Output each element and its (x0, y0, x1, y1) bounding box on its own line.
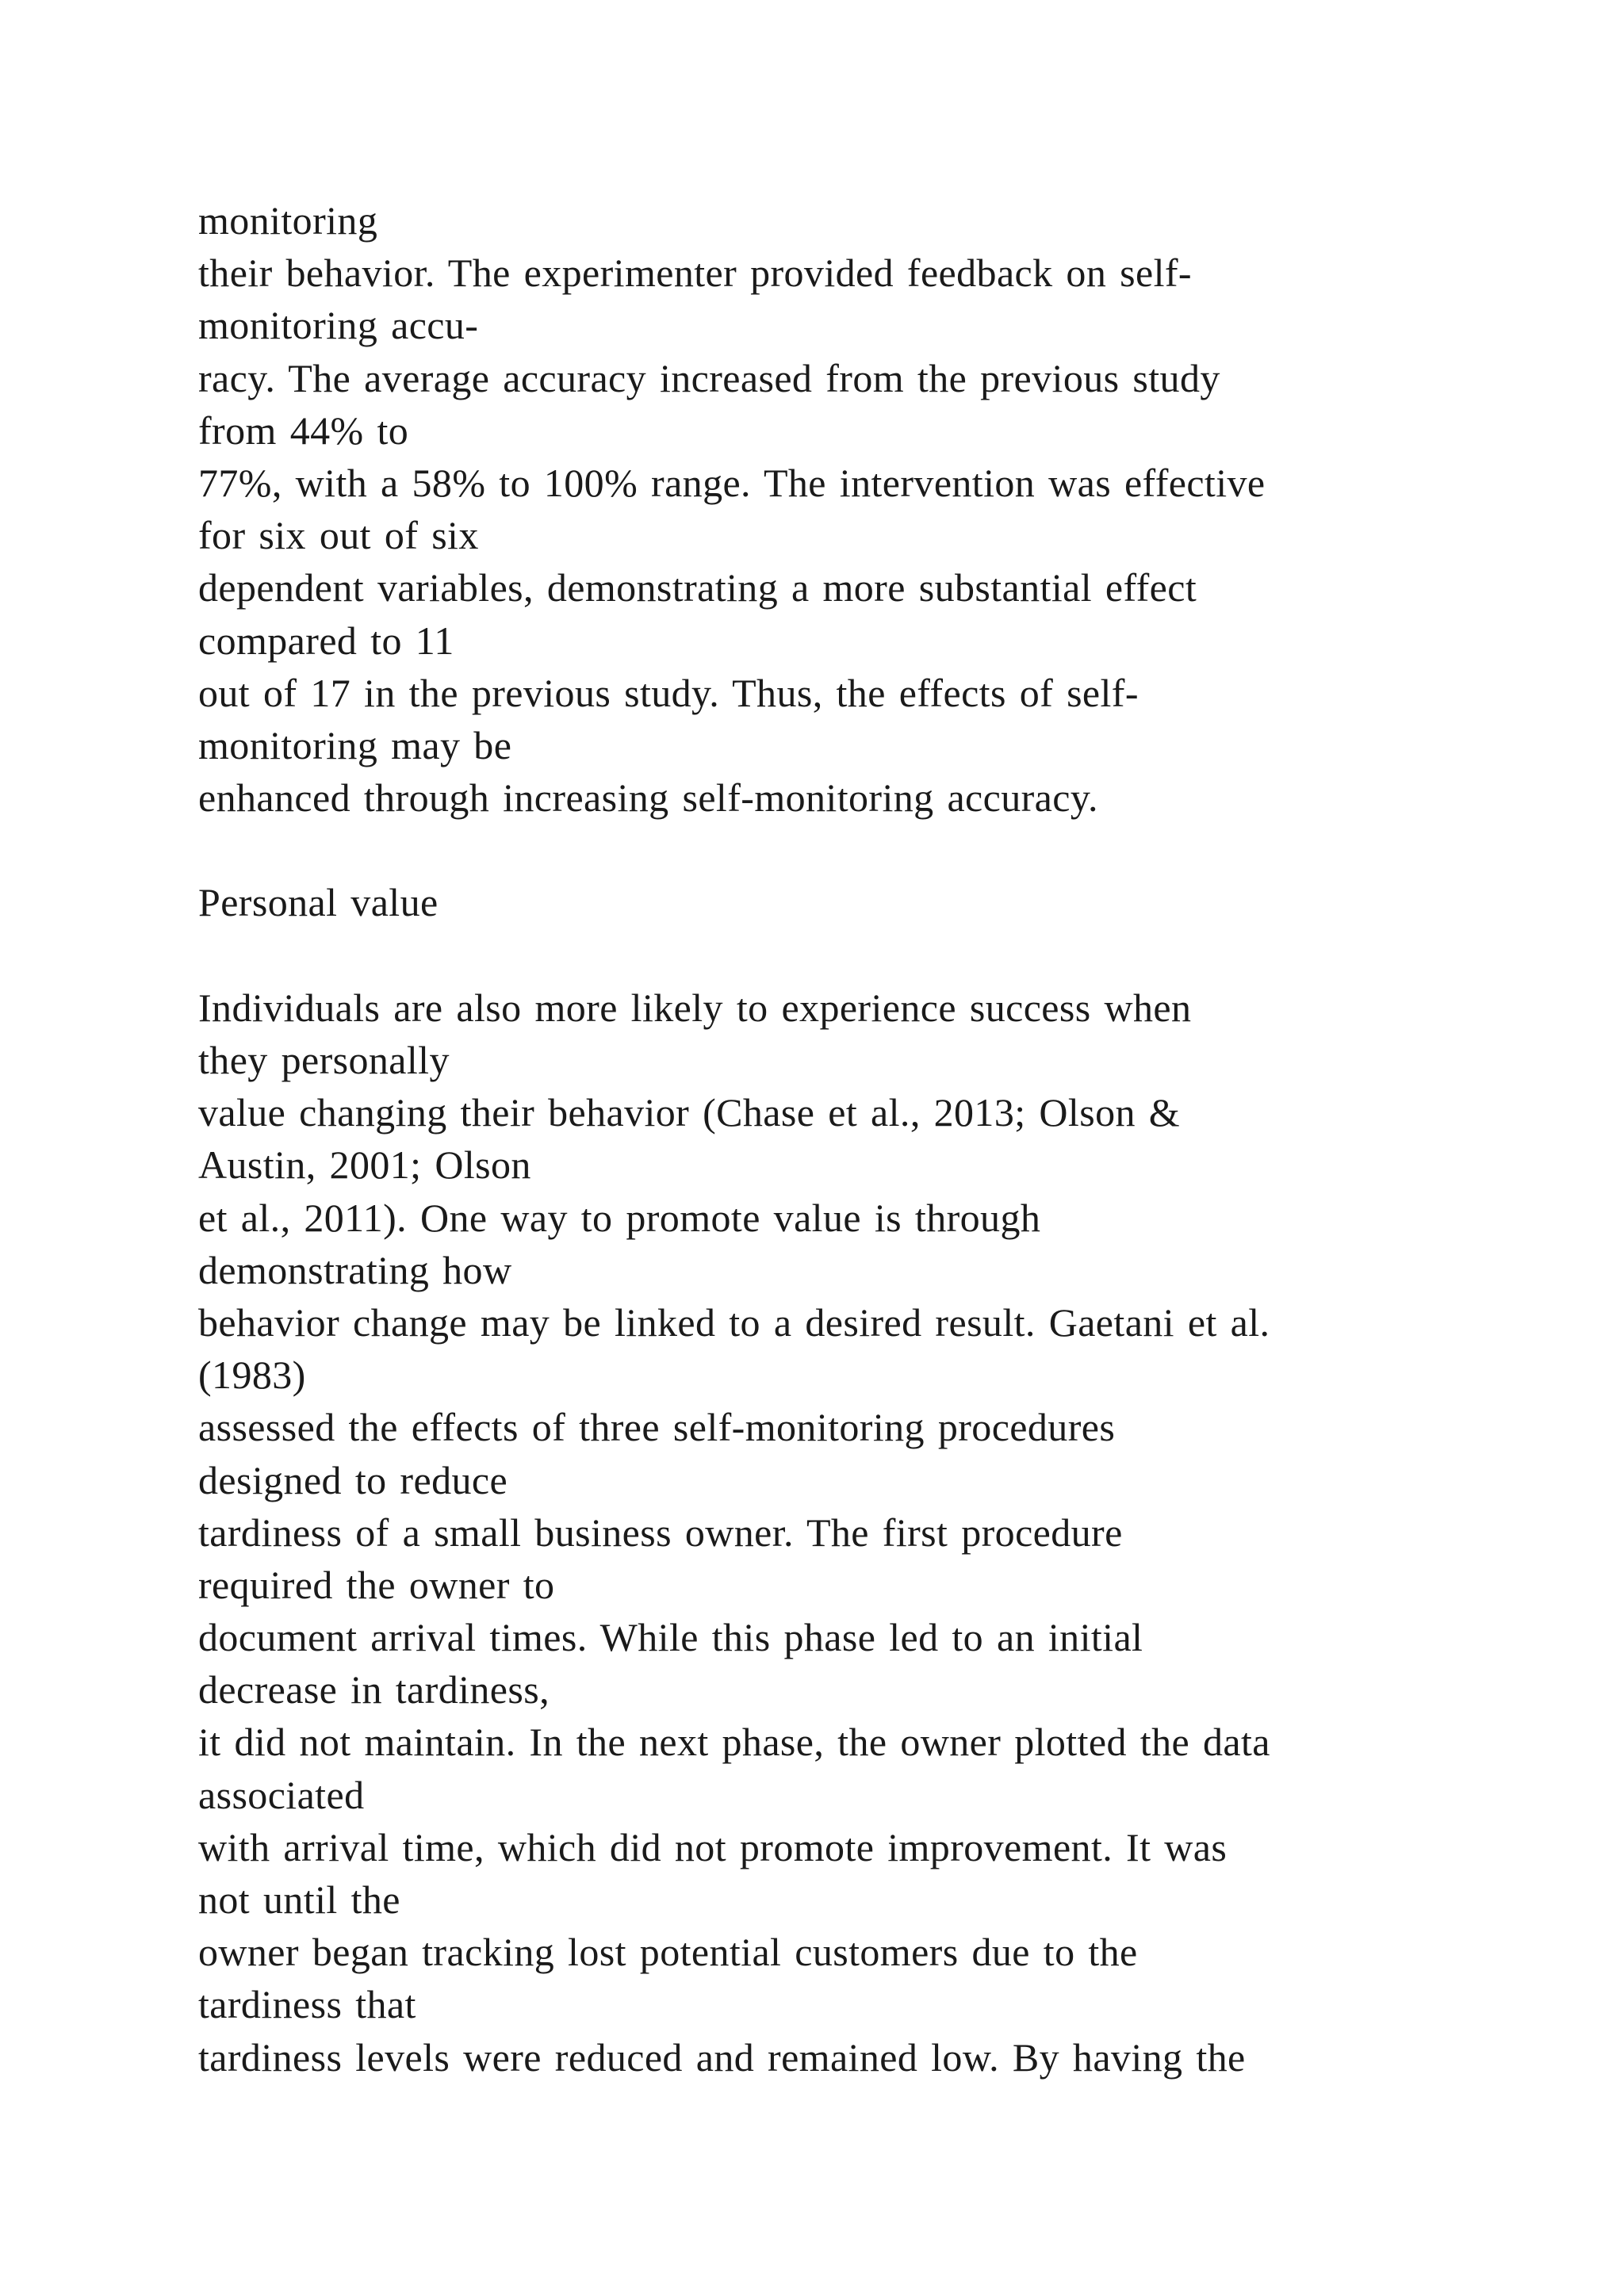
text-line: dependent variables, demonstrating a more substantial effect (198, 565, 1197, 610)
text-line: 77%, with a 58% to 100% range. The intervention was effective (198, 460, 1266, 505)
text-line: it did not maintain. In the next phase, the owner plotted the data (198, 1720, 1270, 1765)
text-line: from 44% to (198, 408, 409, 453)
text-line: out of 17 in the previous study. Thus, the effects of self- (198, 670, 1139, 715)
text-line: tardiness that (198, 1982, 416, 2027)
section-heading: Personal value (198, 880, 439, 925)
text-line: (1983) (198, 1353, 306, 1398)
text-line: their behavior. The experimenter provided feedback on self- (198, 251, 1192, 296)
text-line: compared to 11 (198, 618, 454, 663)
text-line: decrease in tardiness, (198, 1667, 550, 1712)
text-line: required the owner to (198, 1562, 555, 1607)
text-line: Individuals are also more likely to experience success when (198, 985, 1192, 1030)
text-line: assessed the effects of three self-monitoring procedures (198, 1405, 1116, 1450)
paragraph-spacer (198, 824, 1578, 876)
text-line: demonstrating how (198, 1247, 512, 1292)
text-line: monitoring may be (198, 722, 512, 767)
text-line: racy. The average accuracy increased from the previous study (198, 355, 1220, 400)
text-line: not until the (198, 1877, 400, 1922)
text-line: enhanced through increasing self-monitoring accuracy. (198, 775, 1098, 821)
text-line: behavior change may be linked to a desired result. Gaetani et al. (198, 1299, 1270, 1345)
text-line: Austin, 2001; Olson (198, 1142, 531, 1188)
paragraph-spacer (198, 929, 1578, 982)
text-line: they personally (198, 1038, 450, 1082)
text-line: with arrival time, which did not promote improvement. It was (198, 1824, 1228, 1869)
text-line: value changing their behavior (Chase et al., 2013; Olson & (198, 1090, 1181, 1135)
document-text (198, 194, 1578, 2084)
text-line: et al., 2011). One way to promote value is through (198, 1195, 1041, 1240)
text-line: tardiness of a small business owner. The first procedure (198, 1510, 1123, 1555)
text-line: for six out of six (198, 513, 479, 558)
text-line: monitoring accu- (198, 303, 479, 348)
text-line: document arrival times. While this phase led to an initial (198, 1615, 1143, 1660)
text-line: associated (198, 1772, 365, 1817)
paragraph-1 (198, 194, 1578, 824)
text-line: designed to reduce (198, 1457, 508, 1502)
text-line: owner began tracking lost potential customers due to the (198, 1930, 1138, 1975)
paragraph-2 (198, 982, 1578, 2084)
text-line: monitoring (198, 198, 378, 243)
text-line: tardiness levels were reduced and remained low. By having the (198, 2034, 1246, 2080)
